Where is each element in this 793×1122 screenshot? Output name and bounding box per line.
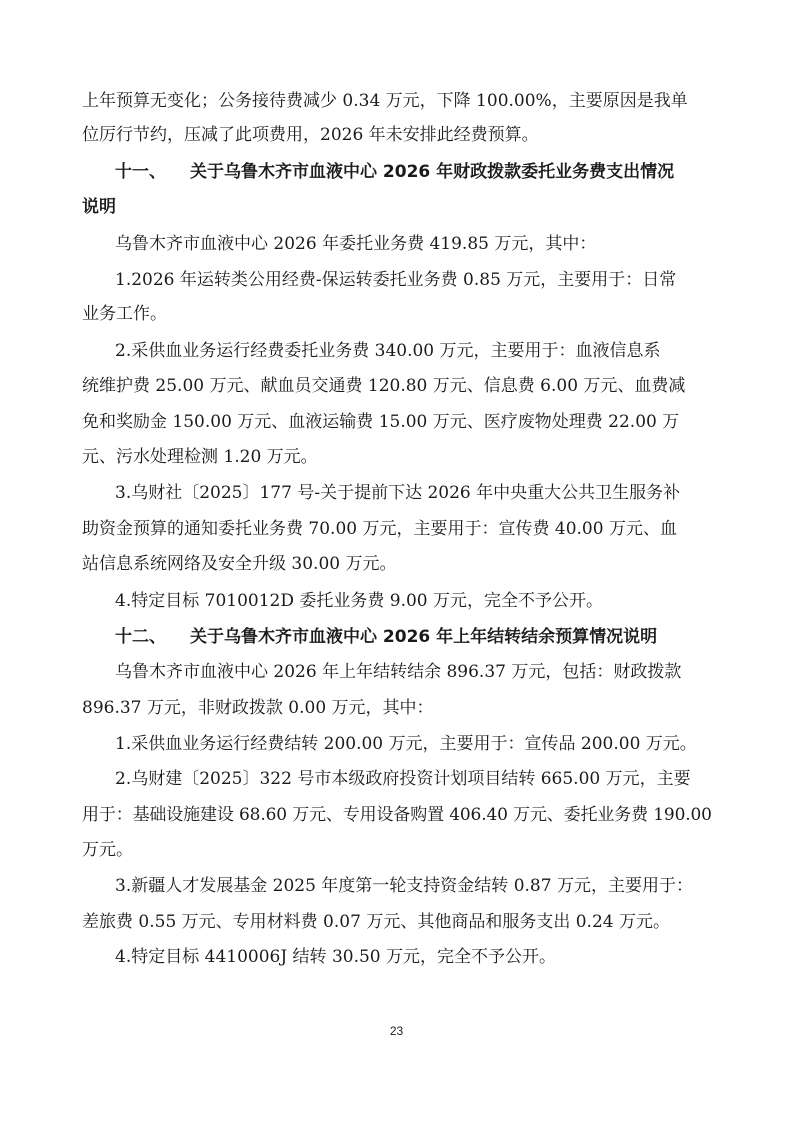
paragraph-line: 2.乌财建〔2025〕322 号市本级政府投资计划项目结转 665.00 万元，主要 xyxy=(115,769,691,789)
section-heading-number: 十一、 xyxy=(115,162,166,182)
paragraph-line: 乌鲁木齐市血液中心 2026 年上年结转结余 896.37 万元，包括：财政拨款 xyxy=(115,662,682,682)
page-number: 23 xyxy=(389,1024,404,1038)
section-heading-title: 关于乌鲁木齐市血液中心 2026 年财政拨款委托业务费支出情况 xyxy=(190,162,675,182)
paragraph-line: 统维护费 25.00 万元、献血员交通费 120.80 万元、信息费 6.00 万元、血费减 xyxy=(82,376,686,396)
section-heading-cont: 说明 xyxy=(82,197,116,217)
section-heading-number: 十二、 xyxy=(115,627,166,647)
paragraph-line: 3.乌财社〔2025〕177 号-关于提前下达 2026 年中央重大公共卫生服务补 xyxy=(115,483,681,503)
paragraph-line: 业务工作。 xyxy=(82,304,167,324)
paragraph-line: 896.37 万元，非财政拨款 0.00 万元，其中： xyxy=(82,698,434,718)
paragraph-line: 差旅费 0.55 万元、专用材料费 0.07 万元、其他商品和服务支出 0.24 万元。 xyxy=(82,912,670,932)
paragraph-line: 元、污水处理检测 1.20 万元。 xyxy=(82,447,318,467)
paragraph-line: 2.采供血业务运行经费委托业务费 340.00 万元，主要用于：血液信息系 xyxy=(115,341,661,361)
paragraph-line: 站信息系统网络及安全升级 30.00 万元。 xyxy=(82,554,397,574)
paragraph-line: 乌鲁木齐市血液中心 2026 年委托业务费 419.85 万元，其中： xyxy=(115,234,597,254)
paragraph-line: 1.2026 年运转类公用经费-保运转委托业务费 0.85 万元，主要用于：日常 xyxy=(115,270,677,290)
paragraph-line: 免和奖励金 150.00 万元、血液运输费 15.00 万元、医疗废物处理费 22.00 万 xyxy=(82,412,680,432)
paragraph-line: 4.特定目标 4410006J 结转 30.50 万元，完全不予公开。 xyxy=(115,947,557,967)
paragraph-line: 助资金预算的通知委托业务费 70.00 万元，主要用于：宣传费 40.00 万元、血 xyxy=(82,519,677,539)
paragraph-line: 上年预算无变化；公务接待费减少 0.34 万元，下降 100.00%，主要原因是我单 xyxy=(82,91,688,111)
paragraph-line: 3.新疆人才发展基金 2025 年度第一轮支持资金结转 0.87 万元，主要用于： xyxy=(115,876,693,896)
paragraph-line: 1.采供血业务运行经费结转 200.00 万元，主要用于：宣传品 200.00 万元。 xyxy=(115,734,697,754)
paragraph-line: 用于：基础设施建设 68.60 万元、专用设备购置 406.40 万元、委托业务费 190.00 xyxy=(82,805,712,825)
paragraph-line: 万元。 xyxy=(82,840,133,860)
section-heading-title: 关于乌鲁木齐市血液中心 2026 年上年结转结余预算情况说明 xyxy=(190,627,658,647)
paragraph-line: 位厉行节约，压减了此项费用，2026 年未安排此经费预算。 xyxy=(82,125,539,145)
paragraph-line: 4.特定目标 7010012D 委托业务费 9.00 万元，完全不予公开。 xyxy=(115,591,604,611)
